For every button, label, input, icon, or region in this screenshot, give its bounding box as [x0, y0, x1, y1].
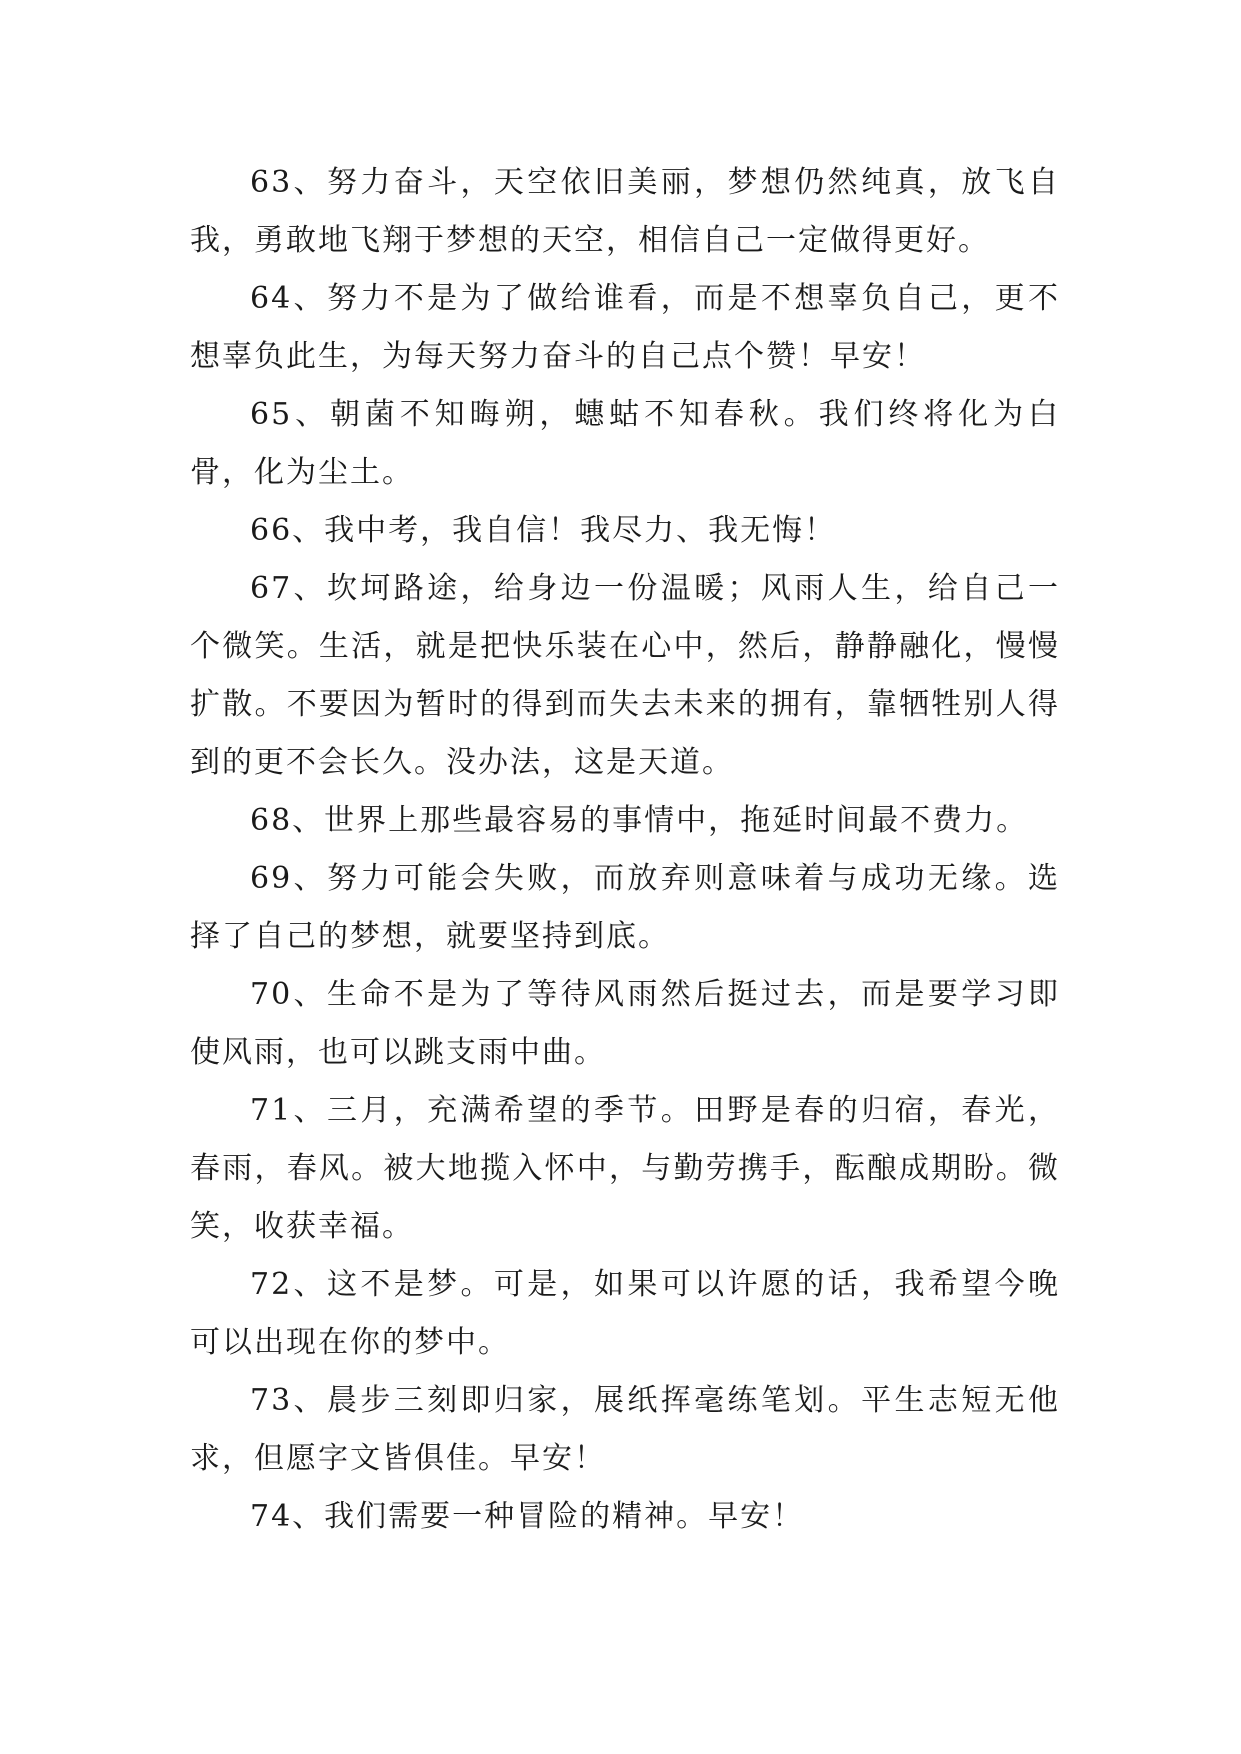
paragraph-67: 67、坎坷路途，给身边一份温暖；风雨人生，给自己一个微笑。生活，就是把快乐装在心中，然后，静静融化，慢慢扩散。不要因为暂时的得到而失去未来的拥有，靠牺牲别人得到的更不会长久。没办法，这是天道。 [190, 571, 1060, 780]
paragraph-70: 70、生命不是为了等待风雨然后挺过去，而是要学习即使风雨，也可以跳支雨中曲。 [190, 977, 1060, 1070]
paragraph-63: 63、努力奋斗，天空依旧美丽，梦想仍然纯真，放飞自我，勇敢地飞翔于梦想的天空，相信自己一定做得更好。 [190, 165, 1060, 258]
paragraph-64: 64、努力不是为了做给谁看，而是不想辜负自己，更不想辜负此生，为每天努力奋斗的自己点个赞！早安！ [190, 281, 1060, 374]
paragraph-69: 69、努力可能会失败，而放弃则意味着与成功无缘。选择了自己的梦想，就要坚持到底。 [190, 861, 1060, 954]
paragraph-72: 72、这不是梦。可是，如果可以许愿的话，我希望今晚可以出现在你的梦中。 [190, 1267, 1060, 1360]
paragraph-74: 74、我们需要一种冒险的精神。早安！ [250, 1499, 805, 1534]
paragraph-65: 65、朝菌不知晦朔，蟪蛄不知春秋。我们终将化为白骨，化为尘土。 [190, 397, 1060, 490]
document-body [190, 154, 1060, 1546]
paragraph-66: 66、我中考，我自信！我尽力、我无悔！ [250, 513, 837, 548]
paragraph-71: 71、三月，充满希望的季节。田野是春的归宿，春光，春雨，春风。被大地揽入怀中，与勤劳携手，酝酿成期盼。微笑，收获幸福。 [190, 1093, 1060, 1244]
paragraph-73: 73、晨步三刻即归家，展纸挥毫练笔划。平生志短无他求，但愿字文皆俱佳。早安！ [190, 1383, 1060, 1476]
paragraph-68: 68、世界上那些最容易的事情中，拖延时间最不费力。 [250, 803, 1029, 838]
